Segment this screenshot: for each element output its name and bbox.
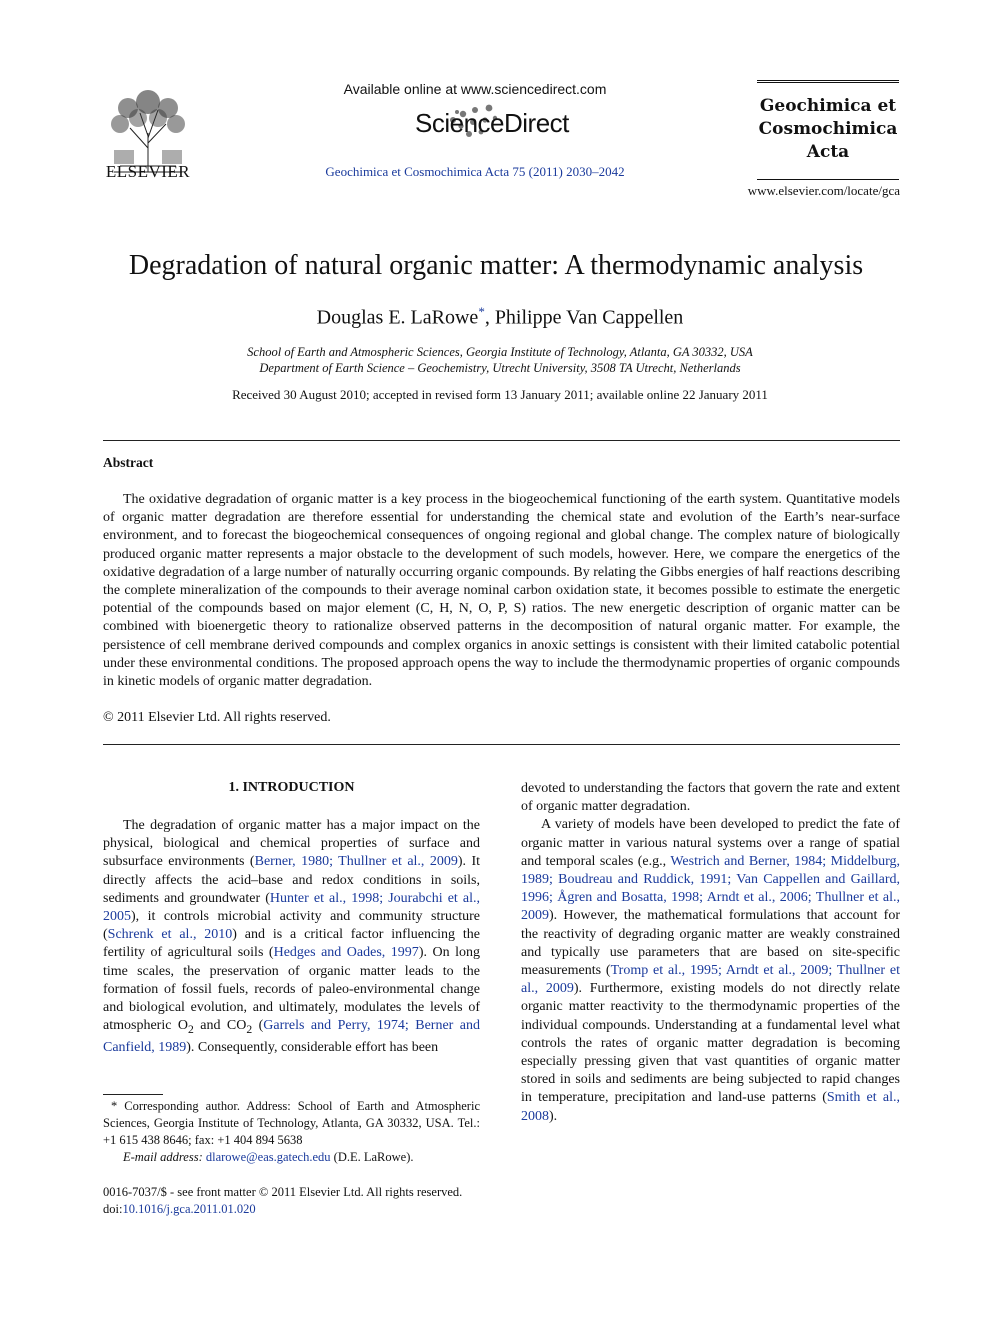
- body-text: (: [252, 1018, 264, 1034]
- footnote-marker: *: [111, 1099, 118, 1113]
- footnote: [103, 1098, 480, 1166]
- affiliation: Department of Earth Science – Geochemistry, Utrecht University, 3508 TA Utrecht, Netherlands: [259, 361, 741, 375]
- received-dates: Received 30 August 2010; accepted in revised form 13 January 2011; available online 22 January 2011: [232, 387, 768, 402]
- body-text: ), it controls microbial activity and community structure (: [103, 909, 480, 943]
- article-title: Degradation of natural organic matter: A thermodynamic analysis: [128, 250, 864, 281]
- email-suffix: (D.E. LaRowe).: [330, 1150, 414, 1164]
- body-text: A variety of models have been developed to predict the fate of organic matter in various natural systems over a range of spatial and temporal scales (e.g.,: [521, 817, 900, 869]
- body-text: ). On long time scales, the preservation of organic matter leads to the formation of fossil fuels, records of paleo-environmental change and biological evolution, and ultimately, modulates the levels of atmospheric O: [103, 945, 481, 1034]
- citation-link[interactable]: Schrenk et al., 2010: [107, 927, 233, 943]
- citation-link[interactable]: Garrels and Perry, 1974; Berner and Canfield, 1989: [103, 1018, 480, 1056]
- issn-block: [103, 1184, 462, 1218]
- journal-title-line: Geochimica et: [759, 96, 897, 116]
- body-text: ).: [549, 1108, 558, 1124]
- abstract-text: The oxidative degradation of organic matter is a key process in the biogeochemical functioning of the earth system. Quantitative models of organic matter degradation are therefore essential for understanding the chemical state and evolution of the Earth’s near-surface environment, and to forecast the biogeochemical consequences of ongoing regional and global change. The complex nature of biologically produced organic matter represents a major obstacle to the development of such models, however. Here, we compare the energetics of the oxidative degradation of a large number of naturally occurring organic compounds. By relating the Gibbs energies of half reactions describing the complete mineralization of the compounds to their average nominal carbon oxidation state, it becomes possible to estimate the energetic potential of the compounds based on major element (C, H, N, O, P, S) ratios. The new energetic description of organic matter can be combined with bioenergetic theory to rationalize observed patterns in the decomposition of natural organic matter. For example, the persistence of cell membrane derived compounds and complex organics in anoxic settings is consistent with their limited catabolic potential under these environmental conditions. The proposed approach opens the way to include the thermodynamic properties of organic compounds in kinetic models of organic matter degradation.: [103, 492, 900, 690]
- citation-link[interactable]: Westrich and Berner, 1984; Middelburg, 1989; Boudreau and Ruddick, 1991; Van Cappellen and Gaillard, 1996; Ågren and Bosatta, 1998; Arndt et al., 2006; Thullner et al., 2009: [521, 853, 900, 924]
- doi-link[interactable]: 10.1016/j.gca.2011.01.020: [122, 1202, 256, 1216]
- front-matter-line: 0016-7037/$ - see front matter © 2011 Elsevier Ltd. All rights reserved.: [103, 1185, 463, 1199]
- section-heading: 1. INTRODUCTION: [228, 780, 355, 795]
- subscript: 2: [246, 1023, 253, 1037]
- author-list: [100, 304, 900, 330]
- affiliation: School of Earth and Atmospheric Sciences, Georgia Institute of Technology, Atlanta, GA 30332, USA: [247, 345, 753, 359]
- email-label: E-mail address:: [123, 1150, 203, 1164]
- citation-link[interactable]: Hedges and Oades, 1997: [273, 945, 419, 961]
- citation-link[interactable]: Tromp et al., 1995; Arndt et al., 2009; Thullner et al., 2009: [521, 963, 900, 997]
- doi-label: doi:: [103, 1202, 123, 1216]
- citation-link[interactable]: Smith et al., 2008: [521, 1090, 900, 1124]
- sciencedirect-wordmark: ScienceDirect: [415, 108, 569, 138]
- intro-paragraph: [521, 816, 900, 1125]
- journal-url[interactable]: www.elsevier.com/locate/gca: [747, 183, 900, 198]
- subscript: 2: [187, 1023, 194, 1037]
- intro-left-column: [103, 817, 480, 1057]
- body-text: devoted to understanding the factors that govern the rate and extent of organic matter degradation.: [521, 781, 900, 815]
- body-text: ). However, the mathematical formulations that account for the reactivity of degrading organic matter are weakly constrained and typically use parameters that are based on site-specific measurements (: [521, 908, 900, 979]
- publisher-name: ELSEVIER: [105, 162, 191, 181]
- body-text: and CO: [193, 1018, 247, 1034]
- body-text: The degradation of organic matter has a major impact on the physical, biological and chemical properties of surface and subsurface environments (: [103, 818, 480, 870]
- intro-paragraph: [521, 780, 900, 816]
- abstract-heading: Abstract: [103, 455, 154, 470]
- body-text: ) and is a critical factor influencing the fertility of agricultural soils (: [103, 927, 480, 961]
- journal-title-line: Acta: [806, 142, 850, 162]
- intro-paragraph: [103, 817, 480, 1057]
- corresponding-author-marker[interactable]: *: [478, 304, 485, 319]
- body-text: [521, 781, 900, 814]
- body-text: ). Consequently, considerable effort has been: [186, 1040, 439, 1056]
- footnote-divider: [103, 1094, 163, 1095]
- divider: [103, 440, 900, 441]
- body-text: ). It directly affects the acid–base and redox conditions in soils, sediments and groundwater (: [103, 854, 481, 906]
- copyright-line: © 2011 Elsevier Ltd. All rights reserved.: [103, 710, 331, 725]
- footnote-body: Corresponding author. Address: School of Earth and Atmospheric Sciences, Georgia Institute of Technology, Atlanta, GA 30332, USA. Tel.: +1 615 438 8646; fax: +1 404 894 5638: [103, 1099, 480, 1147]
- intro-right-column: [521, 780, 900, 1126]
- doi-line: [103, 1201, 462, 1218]
- footnote-email: [103, 1149, 480, 1166]
- abstract-body: [103, 491, 900, 691]
- email-link[interactable]: dlarowe@eas.gatech.edu: [205, 1150, 331, 1164]
- body-text: ). Furthermore, existing models do not directly relate organic matter reactivity to the thermodynamic properties of the individual compounds. Understanding at a fundamental level what controls the rates of organic matter degradation is becoming especially pressing given that vast quantities of organic matter stored in soils and sediments are being subjected to rapid changes in temperature, precipitation and land-use patterns (: [521, 981, 900, 1106]
- divider: [103, 744, 900, 745]
- journal-citation-link[interactable]: Geochimica et Cosmochimica Acta 75 (2011) 2030–2042: [325, 164, 625, 179]
- available-online-text: Available online at www.sciencedirect.com: [343, 81, 607, 97]
- journal-title-line: Cosmochimica: [758, 119, 898, 139]
- author-name: Douglas E. LaRowe: [316, 306, 479, 329]
- author-name: Philippe Van Cappellen: [494, 306, 684, 329]
- journal-title: [757, 95, 899, 164]
- citation-link[interactable]: Hunter et al., 1998; Jourabchi et al., 2005: [103, 890, 481, 925]
- footnote-text: [103, 1098, 480, 1149]
- author-separator: ,: [484, 306, 495, 329]
- citation-link[interactable]: Berner, 1980; Thullner et al., 2009: [254, 854, 458, 870]
